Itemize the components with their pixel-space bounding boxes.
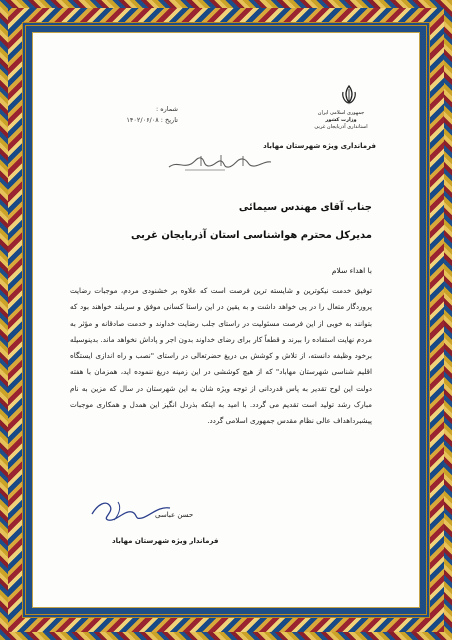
addressee-name: جناب آقای مهندس سیمائی (238, 202, 372, 213)
ministry-line-2: وزارت کشور (325, 117, 357, 123)
basmala-text: بسمه تعالی (220, 169, 240, 174)
ministry-block (306, 110, 376, 131)
addressee-title: مدیرکل محترم هواشناسی استان آذربایجان غربی (130, 230, 372, 241)
letter-body: توفیق خدمت نیکوترین و شایسته ترین فرصت است که علاوه بر خشنودی مردم، موجبات رضایت پروردگار متعال را در پی خواهد داشت و به یقین در این راستا کسانی موفق و سربلند خواهند بود که بتوانند به خوبی از این فرصت مسئولیت در راستای جلب رضایت خداوند و خدمت صادقانه و مؤثر به مردم نهایت استفاده را ببرند و قطعاً کار برای رضای خداوند بدون اجر و پاداش نخواهد ماند. بدینوسیله برخود وظیفه دانسته، از تلاش و کوشش بی دریغ حضرتعالی در راستای "نصب و راه اندازی ایستگاه اقلیم شناسی شهرستان مهاباد" که از هیچ کوششی در این زمینه دریغ ننموده اید، همزمان با هفته دولت این لوح تقدیر به پاس قدردانی از توجه ویژه شان به این شهرستان در سال که مزین به نام مبارک رشد تولید است تقدیم می گردد. با امید به اینکه بذردل انگیز این همدل و همکاری موجبات پیشبرداهداف عالی نظام مقدس جمهوری اسلامی گردد. (70, 286, 372, 426)
iran-emblem-icon (338, 84, 360, 106)
handwritten-signature (88, 494, 174, 524)
number-label: شماره : (156, 105, 178, 113)
signer-name: حسن عباسی (155, 511, 194, 519)
ministry-line-3: استانداری آذربایجان غربی (314, 124, 368, 130)
date-label: تاریخ : ۱۴۰۲/۰۶/۰۸ (126, 116, 178, 124)
ministry-line-1: جمهوری اسلامی ایران (317, 110, 365, 116)
signer-title: فرماندار ویژه شهرستان مهاباد (112, 537, 219, 545)
letter-meta (98, 104, 178, 126)
basmala-calligraphy (165, 152, 275, 174)
governorate-name: فرمانداری ویژه شهرستان مهاباد (263, 142, 376, 150)
greeting: با اهداء سلام (331, 266, 372, 275)
